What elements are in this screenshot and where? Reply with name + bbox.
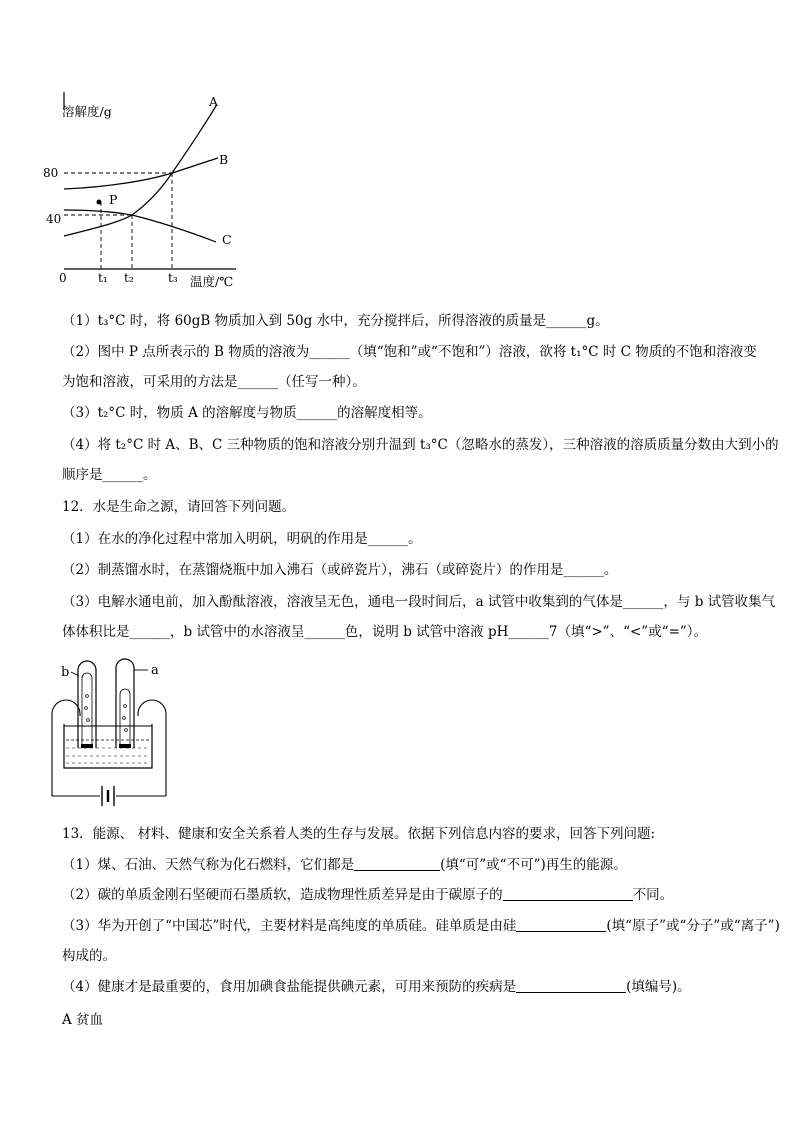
q13-part1-text: （1）煤、石油、天然气称为化石燃料，它们都是 (62, 857, 355, 873)
q13-part1-suffix: (填“可”或“不可”)再生的能源。 (440, 857, 627, 873)
x-tick-t1: t₁ (98, 271, 108, 285)
q11-part2-line1: （2）图中 P 点所表示的 B 物质的溶液为______（填“饱和”或“不饱和”）溶液，欲将 t₁°C 时 C 物质的不饱和溶液变 (62, 344, 757, 360)
q11-part1: （1）t₃°C 时，将 60gB 物质加入到 50g 水中，充分搅拌后，所得溶液的质量是______g。 (62, 313, 609, 329)
y-tick-40: 40 (46, 212, 62, 226)
q11-part3: （3）t₂°C 时，物质 A 的溶解度与物质______的溶解度相等。 (62, 405, 432, 421)
q13-part3-suffix: (填“原子”或“分子”或“离子”) (606, 918, 780, 934)
beaker (64, 724, 152, 768)
q13-part2-text: （2）碳的单质金刚石坚硬而石墨质软，造成物理性质差异是由于碳原子的 (62, 887, 503, 903)
point-p (97, 200, 102, 205)
q13-part2-suffix: 不同。 (632, 887, 674, 903)
q11-part4-line1: （4）将 t₂°C 时 A、B、C 三种物质的饱和溶液分别升温到 t₃°C（忽略水的蒸发），三种溶液的溶质质量分数由大到小的 (62, 437, 779, 453)
q12-part3-line2: 体体积比是______，b 试管中的水溶液呈______色，说明 b 试管中溶液 pH______7（填“>”、“<”或“=”）。 (62, 624, 708, 640)
y-tick-80: 80 (43, 166, 59, 180)
tube-b (78, 661, 96, 748)
solubility-chart (40, 92, 260, 292)
curve-b-label: B (219, 152, 229, 167)
q12-part2: （2）制蒸馏水时，在蒸馏烧瓶中加入沸石（或碎瓷片），沸石（或碎瓷片）的作用是______。 (62, 562, 618, 578)
tube-a-label: a (151, 663, 159, 678)
q13-part4-suffix: (填编号)。 (626, 979, 691, 995)
q13-part2 (62, 886, 673, 904)
tube-b-label: b (61, 665, 70, 680)
q13-part3-text: （3）华为开创了“中国芯”时代，主要材料是高纯度的单质硅。硅单质是由硅 (62, 918, 517, 934)
q13-option-a: A 贫血 (62, 1012, 104, 1028)
q12-part1: （1）在水的净化过程中常加入明矾，明矾的作用是______。 (62, 531, 422, 547)
electrolysis-diagram (44, 656, 174, 808)
q13-title: 13．能源、 材料、健康和安全关系着人类的生存与发展。依据下列信息内容的要求，回答下列问题: (62, 826, 656, 842)
curve-a-label: A (209, 94, 219, 109)
q13-part4-text: （4）健康才是最重要的，食用加碘食盐能提供碘元素，可用来预防的疾病是 (62, 979, 517, 995)
tube-a (116, 659, 134, 748)
curve-c-label: C (222, 232, 232, 247)
q13-blank-2[interactable] (503, 886, 633, 901)
y-axis-label: 溶解度/g (62, 104, 112, 119)
q12-part3-line1: （3）电解水通电前，加入酚酞溶液，溶液呈无色，通电一段时间后，a 试管中收集到的气体是______，与 b 试管收集气 (62, 594, 776, 610)
origin-label: 0 (59, 271, 67, 285)
point-p-label: P (109, 192, 118, 207)
x-axis-label: 温度/℃ (190, 274, 234, 289)
q12-title: 12．水是生命之源，请回答下列问题。 (62, 499, 296, 515)
x-tick-t3: t₃ (168, 271, 178, 285)
q13-part3 (62, 917, 780, 935)
q13-part4 (62, 978, 691, 996)
q11-part4-line2: 顺序是______。 (62, 467, 157, 483)
x-tick-t2: t₂ (124, 271, 134, 285)
q13-blank-3[interactable] (516, 917, 606, 932)
q11-part2-line2: 为饱和溶液，可采用的方法是______（任写一种）。 (62, 374, 366, 390)
q13-blank-4[interactable] (516, 978, 626, 993)
q13-blank-1[interactable] (354, 856, 440, 871)
q13-part3-line2: 构成的。 (62, 948, 116, 964)
curve-b (64, 158, 218, 189)
q13-part1 (62, 856, 627, 874)
